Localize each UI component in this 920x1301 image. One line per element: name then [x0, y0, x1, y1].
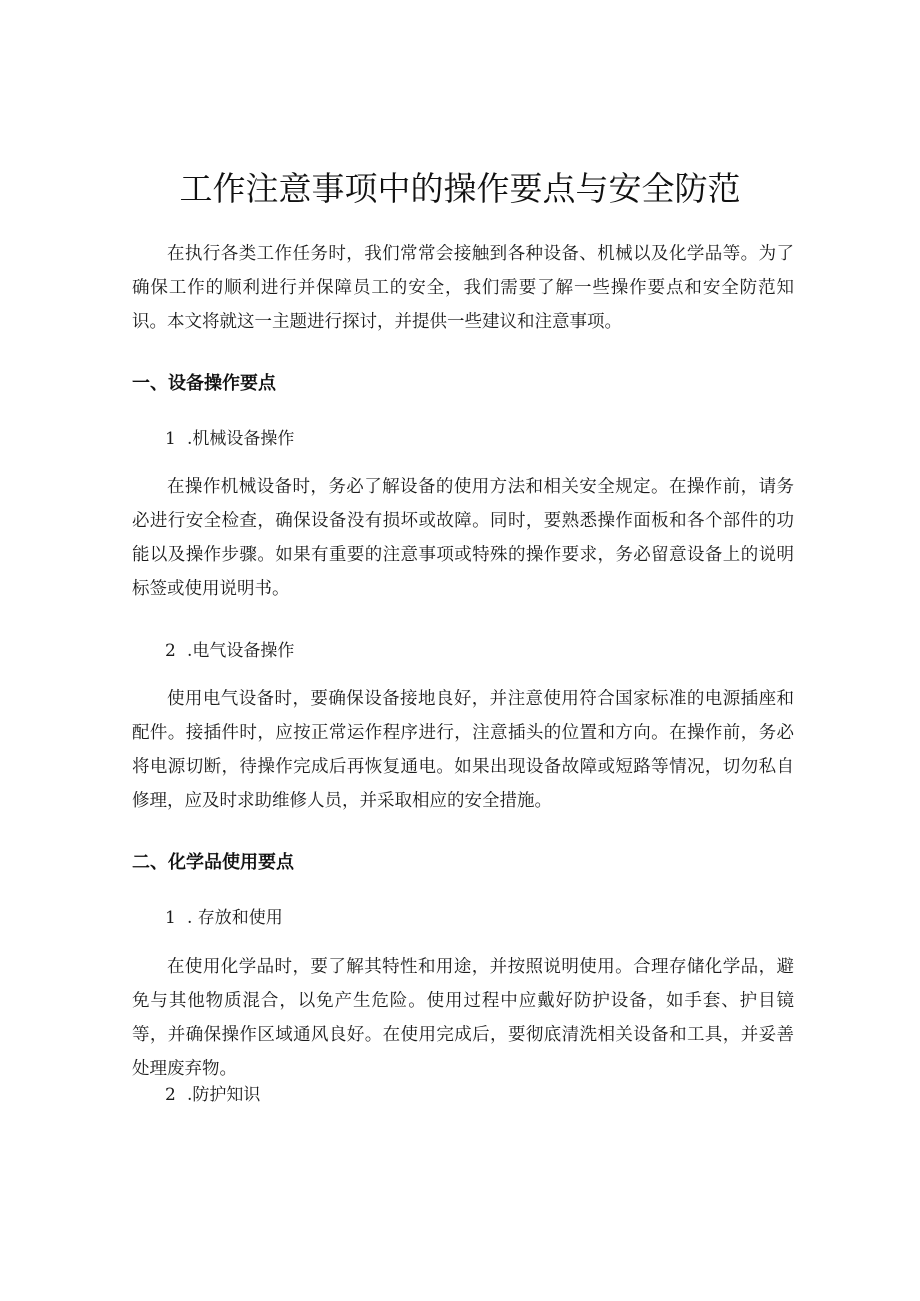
subheading-electrical [165, 636, 294, 661]
subheading-label: .机械设备操作 [187, 429, 295, 449]
subheading-label: .电气设备操作 [187, 641, 295, 661]
subheading-label: .防护知识 [187, 1085, 261, 1105]
subheading-number: 2 [165, 641, 176, 661]
subheading-number: 2 [165, 1085, 176, 1105]
subheading-number: 1 [165, 908, 176, 928]
subheading-protection [165, 1080, 260, 1105]
section-heading-chemicals: 二、化学品使用要点 [132, 852, 294, 873]
subheading-storage [165, 903, 283, 928]
subheading-mechanical [165, 424, 294, 449]
mechanical-paragraph: 在操作机械设备时，务必了解设备的使用方法和相关安全规定。在操作前，请务必进行安全检查，确保设备没有损坏或故障。同时，要熟悉操作面板和各个部件的功能以及操作步骤。如果有重要的注意事项或特殊的操作要求，务必留意设备上的说明标签或使用说明书。 [132, 477, 794, 599]
intro-paragraph: 在执行各类工作任务时，我们常常会接触到各种设备、机械以及化学品等。为了确保工作的顺利进行并保障员工的安全，我们需要了解一些操作要点和安全防范知识。本文将就这一主题进行探讨，并提供一些建议和注意事项。 [132, 244, 794, 332]
storage-paragraph: 在使用化学品时，要了解其特性和用途，并按照说明使用。合理存储化学品，避免与其他物质混合，以免产生危险。使用过程中应戴好防护设备，如手套、护目镜等，并确保操作区域通风良好。在使用完成后，要彻底清洗相关设备和工具，并妥善处理废弃物。 [132, 957, 794, 1079]
subheading-label: . 存放和使用 [187, 908, 283, 928]
subheading-number: 1 [165, 429, 176, 449]
electrical-paragraph: 使用电气设备时，要确保设备接地良好，并注意使用符合国家标准的电源插座和配件。接插件时，应按正常运作程序进行，注意插头的位置和方向。在操作前，务必将电源切断，待操作完成后再恢复通电。如果出现设备故障或短路等情况，切勿私自修理，应及时求助维修人员，并采取相应的安全措施。 [132, 689, 794, 811]
document-title: 工作注意事项中的操作要点与安全防范 [179, 169, 741, 208]
section-heading-equipment: 一、设备操作要点 [132, 373, 276, 394]
